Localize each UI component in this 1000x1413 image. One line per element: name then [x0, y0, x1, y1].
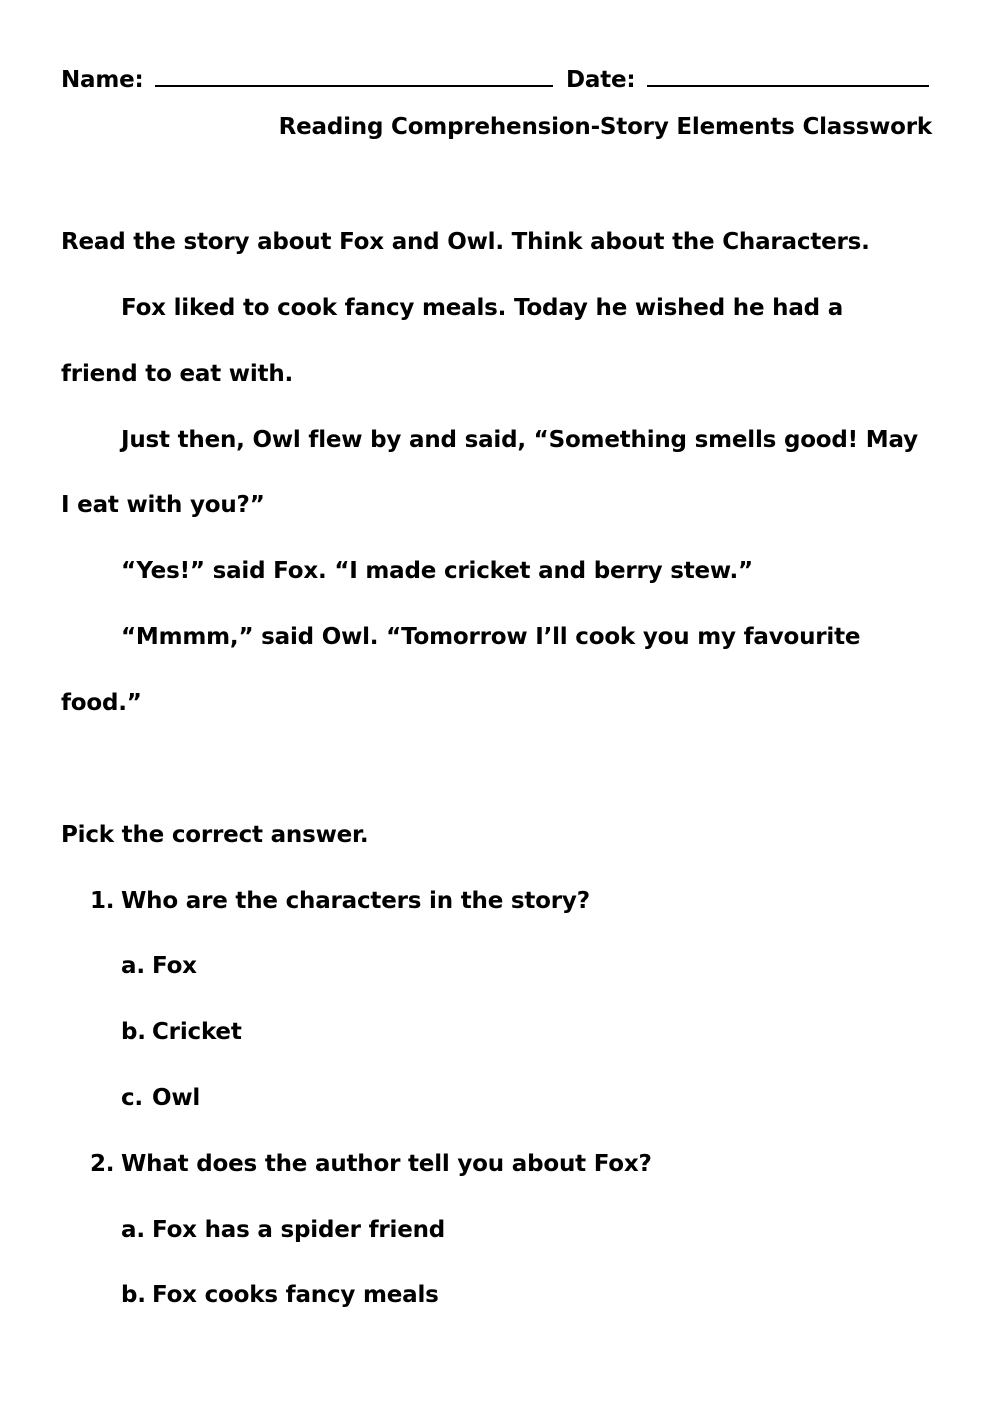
option-text: Fox: [152, 953, 197, 979]
name-row: [61, 63, 553, 95]
option-letter: b.: [121, 1019, 146, 1045]
option-text: Fox has a spider friend: [152, 1217, 446, 1243]
option-text: Cricket: [152, 1019, 242, 1045]
question-number: 1.: [90, 888, 115, 914]
instructions: Read the story about Fox and Owl. Think about the Characters.: [61, 229, 870, 255]
date-row: [566, 63, 929, 95]
question-1: [90, 886, 590, 916]
date-field[interactable]: [647, 63, 929, 87]
questions-intro: Pick the correct answer.: [61, 822, 369, 848]
date-label: Date:: [566, 67, 636, 93]
story-line: Just then, Owl flew by and said, “Something smells good! May: [121, 427, 918, 453]
option-letter: b.: [121, 1282, 146, 1308]
option-letter: a.: [121, 1217, 145, 1243]
question-text: Who are the characters in the story?: [121, 888, 590, 914]
story-line: food.”: [61, 690, 142, 716]
question-2: [90, 1149, 652, 1179]
question-text: What does the author tell you about Fox?: [121, 1151, 652, 1177]
name-label: Name:: [61, 67, 144, 93]
story-line: “Yes!” said Fox. “I made cricket and berry stew.”: [121, 558, 753, 584]
option-text: Fox cooks fancy meals: [152, 1282, 439, 1308]
answer-option[interactable]: [121, 1017, 242, 1047]
page-title: Reading Comprehension-Story Elements Classwork: [278, 114, 932, 140]
option-letter: a.: [121, 953, 145, 979]
answer-option[interactable]: [121, 1083, 200, 1113]
answer-option[interactable]: [121, 1215, 445, 1245]
answer-option[interactable]: [121, 951, 197, 981]
story-line: “Mmmm,” said Owl. “Tomorrow I’ll cook you my favourite: [121, 624, 861, 650]
story-line: I eat with you?”: [61, 492, 265, 518]
answer-option[interactable]: [121, 1280, 439, 1310]
name-field[interactable]: [155, 63, 553, 87]
story-line: Fox liked to cook fancy meals. Today he wished he had a: [121, 295, 844, 321]
story-line: friend to eat with.: [61, 361, 294, 387]
option-text: Owl: [152, 1085, 201, 1111]
question-number: 2.: [90, 1151, 115, 1177]
option-letter: c.: [121, 1085, 143, 1111]
